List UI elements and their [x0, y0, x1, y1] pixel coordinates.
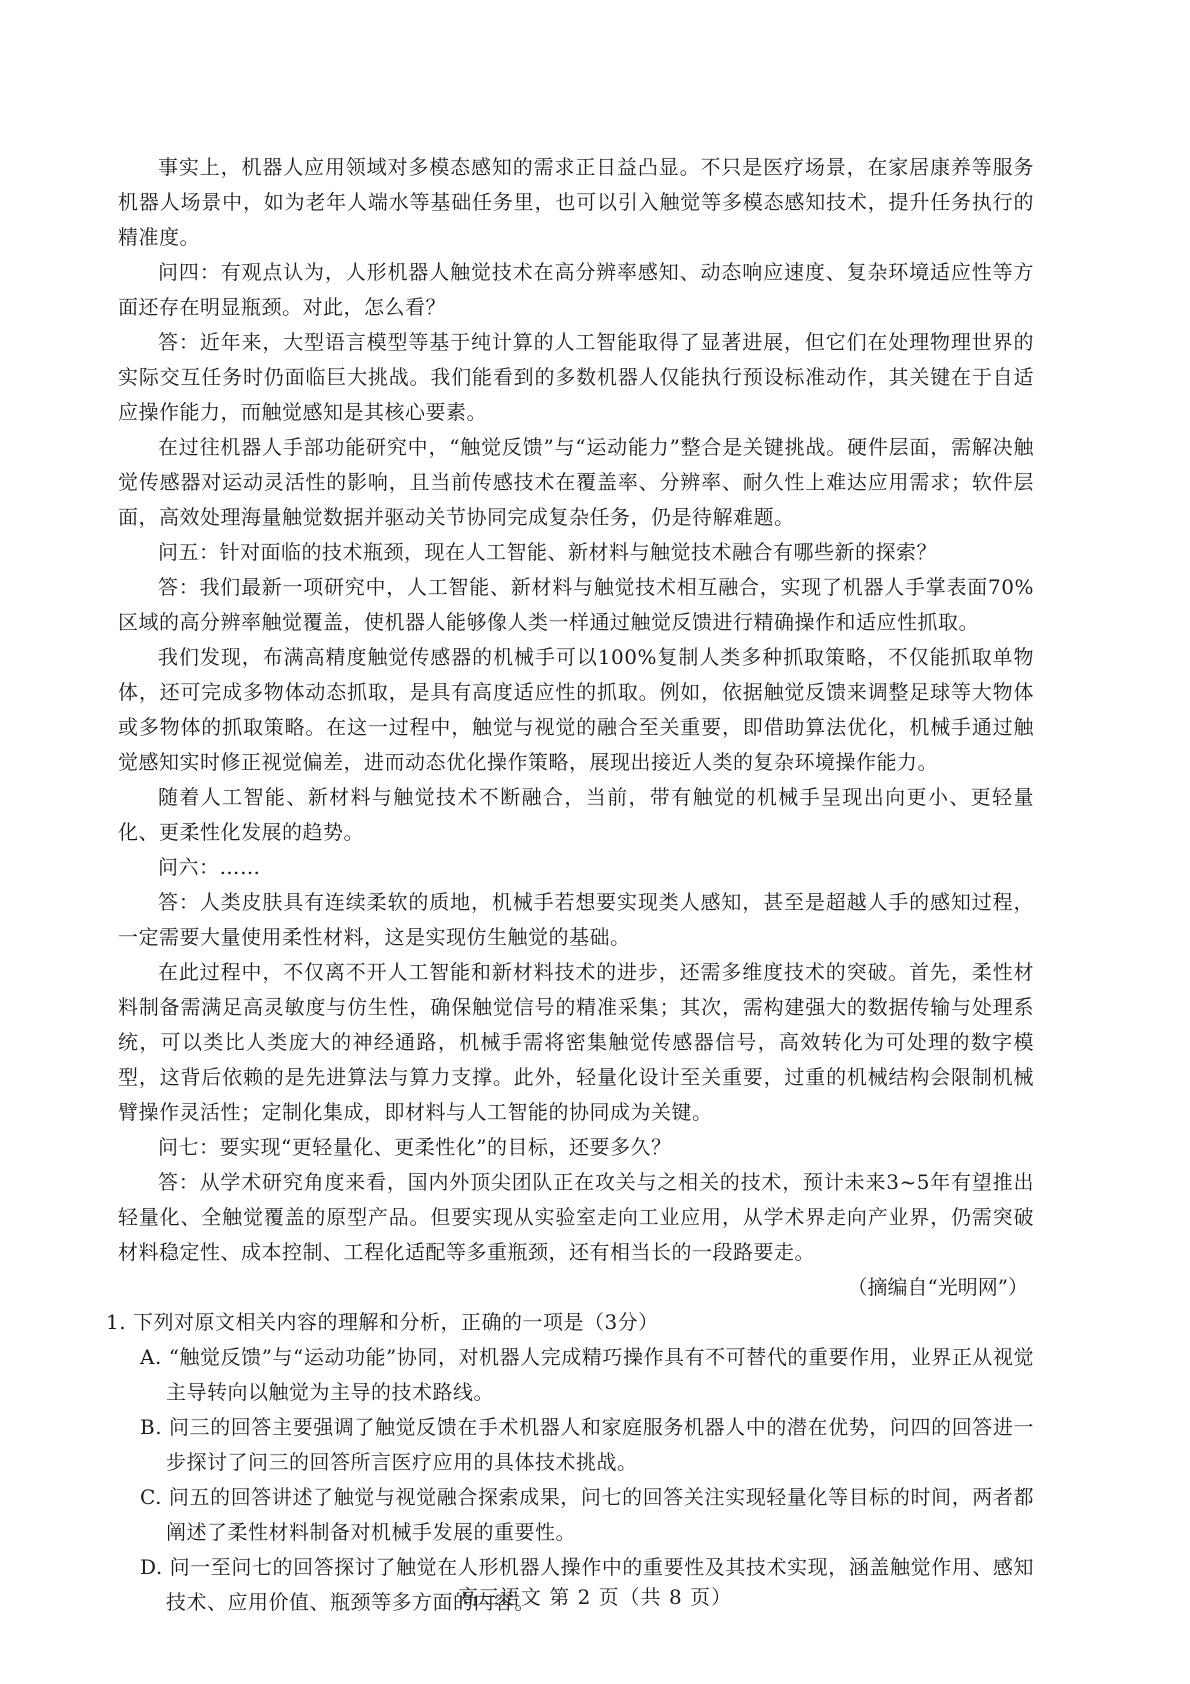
paragraph: 答：我们最新一项研究中，人工智能、新材料与触觉技术相互融合，实现了机器人手掌表面70%区域的高分辨率触觉覆盖，使机器人能够像人类一样通过触觉反馈进行精确操作和适应性抓取。: [118, 575, 1034, 634]
paragraph: 答：近年来，大型语言模型等基于纯计算的人工智能取得了显著进展，但它们在处理物理世界的实际交互任务时仍面临巨大挑战。我们能看到的多数机器人仅能执行预设标准动作，其关键在于自适应操作能力，而触觉感知是其核心要素。: [118, 330, 1034, 424]
source-attribution: （摘编自“光明网”）: [847, 1275, 1028, 1299]
paragraph: 问四：有观点认为，人形机器人触觉技术在高分辨率感知、动态响应速度、复杂环境适应性等方面还存在明显瓶颈。对此，怎么看？: [118, 260, 1034, 319]
paragraph: 在过往机器人手部功能研究中，“触觉反馈”与“运动能力”整合是关键挑战。硬件层面，需解决触觉传感器对运动灵活性的影响，且当前传感技术在覆盖率、分辨率、耐久性上难达应用需求；软件层面，高效处理海量触觉数据并驱动关节协同完成复杂任务，仍是待解难题。: [118, 435, 1034, 529]
document-body: [106, 150, 1034, 1620]
paragraph: 事实上，机器人应用领域对多模态感知的需求正日益凸显。不只是医疗场景，在家居康养等服务机器人场景中，如为老年人端水等基础任务里，也可以引入触觉等多模态感知技术，提升任务执行的精准度。: [118, 155, 1034, 249]
paragraph: 答：人类皮肤具有连续柔软的质地，机械手若想要实现类人感知，甚至是超越人手的感知过程，一定需要大量使用柔性材料，这是实现仿生触觉的基础。: [118, 890, 1034, 949]
paragraph: 随着人工智能、新材料与触觉技术不断融合，当前，带有触觉的机械手呈现出向更小、更轻量化、更柔性化发展的趋势。: [118, 785, 1034, 844]
paragraph: 问五：针对面临的技术瓶颈，现在人工智能、新材料与触觉技术融合有哪些新的探索？: [158, 540, 937, 564]
option-b: B. 问三的回答主要强调了触觉反馈在手术机器人和家庭服务机器人中的潜在优势，问四的回答进一步探讨了问三的回答所言医疗应用的具体技术挑战。: [140, 1415, 1034, 1474]
option-a: A. “触觉反馈”与“运动功能”协同，对机器人完成精巧操作具有不可替代的重要作用，业界正从视觉主导转向以触觉为主导的技术路线。: [140, 1345, 1034, 1404]
paragraph: 在此过程中，不仅离不开人工智能和新材料技术的进步，还需多维度技术的突破。首先，柔性材料制备需满足高灵敏度与仿生性，确保触觉信号的精准采集；其次，需构建强大的数据传输与处理系统，可以类比人类庞大的神经通路，机械手需将密集触觉传感器信号，高效转化为可处理的数字模型，这背后依赖的是先进算法与算力支撑。此外，轻量化设计至关重要，过重的机械结构会限制机械臂操作灵活性；定制化集成，即材料与人工智能的协同成为关键。: [118, 960, 1034, 1124]
page-footer: 高三语文 第 2 页（共 8 页）: [457, 1585, 733, 1609]
paragraph: 问六：……: [158, 855, 261, 879]
option-d: D. 问一至问七的回答探讨了触觉在人形机器人操作中的重要性及其技术实现，涵盖触觉作用、感知技术、应用价值、瓶颈等多方面的内容。: [140, 1555, 1034, 1614]
question-block: [106, 1305, 1034, 1620]
paragraph: 我们发现，布满高精度触觉传感器的机械手可以100%复制人类多种抓取策略，不仅能抓取单物体，还可完成多物体动态抓取，是具有高度适应性的抓取。例如，依据触觉反馈来调整足球等大物体或多物体的抓取策略。在这一过程中，触觉与视觉的融合至关重要，即借助算法优化，机械手通过触觉感知实时修正视觉偏差，进而动态优化操作策略，展现出接近人类的复杂环境操作能力。: [118, 645, 1034, 774]
paragraph: 答：从学术研究角度来看，国内外顶尖团队正在攻关与之相关的技术，预计未来3~5年有望推出轻量化、全触觉覆盖的原型产品。但要实现从实验室走向工业应用，从学术界走向产业界，仍需突破材料稳定性、成本控制、工程化适配等多重瓶颈，还有相当长的一段路要走。: [118, 1170, 1034, 1264]
option-c: C. 问五的回答讲述了触觉与视觉融合探索成果，问七的回答关注实现轻量化等目标的时间，两者都阐述了柔性材料制备对机械手发展的重要性。: [140, 1485, 1034, 1544]
paragraph: 问七：要实现“更轻量化、更柔性化”的目标，还要多久？: [158, 1135, 672, 1159]
question-stem: 1. 下列对原文相关内容的理解和分析，正确的一项是（3分）: [106, 1310, 659, 1334]
